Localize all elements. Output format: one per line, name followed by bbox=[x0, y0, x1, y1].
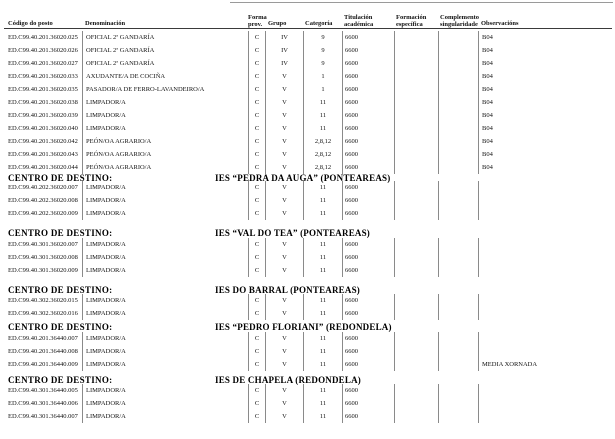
table-row bbox=[0, 238, 615, 251]
section-rows bbox=[0, 294, 615, 320]
cell-codigo: ED.C99.40.201.36020.027 bbox=[8, 60, 78, 67]
cell-complemento bbox=[438, 358, 478, 371]
cell-complemento bbox=[438, 44, 478, 57]
cell-codigo: ED.C99.40.301.36440.006 bbox=[8, 400, 78, 407]
cell-codigo: ED.C99.40.302.36020.015 bbox=[8, 297, 78, 304]
cell-denominacion: LIMPADOR/A bbox=[82, 109, 248, 122]
cell-codigo: ED.C99.40.202.36020.007 bbox=[8, 184, 78, 191]
cell-complemento bbox=[438, 109, 478, 122]
cell-categoria: 11 bbox=[303, 181, 342, 194]
cell-grupo: V bbox=[265, 122, 303, 135]
cell-observacions bbox=[478, 207, 614, 220]
cell-observacions: MEDIA XORNADA bbox=[478, 358, 614, 371]
cell-denominacion: LIMPADOR/A bbox=[82, 207, 248, 220]
cell-complemento bbox=[438, 384, 478, 397]
cell-observacions: B04 bbox=[478, 57, 614, 70]
cell-forma_prov: C bbox=[248, 384, 265, 397]
cell-titulacion: 6600 bbox=[342, 207, 394, 220]
cell-denominacion: LIMPADOR/A bbox=[82, 384, 248, 397]
table-row bbox=[0, 57, 615, 70]
cell-formacion bbox=[394, 307, 438, 320]
cell-observacions: B04 bbox=[478, 96, 614, 109]
cell-titulacion: 6600 bbox=[342, 345, 394, 358]
section-rows bbox=[0, 384, 615, 423]
cell-formacion bbox=[394, 122, 438, 135]
cell-denominacion: LIMPADOR/A bbox=[82, 345, 248, 358]
cell-complemento bbox=[438, 207, 478, 220]
cell-categoria: 11 bbox=[303, 397, 342, 410]
cell-complemento bbox=[438, 57, 478, 70]
cell-denominacion: AXUDANTE/A DE COCIÑA bbox=[82, 70, 248, 83]
cell-formacion bbox=[394, 194, 438, 207]
centro-name: IES “PEDRA DA AUGA” (PONTEAREAS) bbox=[215, 173, 391, 183]
cell-titulacion: 6600 bbox=[342, 109, 394, 122]
cell-forma_prov: C bbox=[248, 57, 265, 70]
cell-forma_prov: C bbox=[248, 410, 265, 423]
table-row bbox=[0, 70, 615, 83]
cell-complemento bbox=[438, 83, 478, 96]
cell-observacions bbox=[478, 251, 614, 264]
section-rows bbox=[0, 332, 615, 371]
cell-grupo: IV bbox=[265, 31, 303, 44]
cell-complemento bbox=[438, 410, 478, 423]
cell-titulacion: 6600 bbox=[342, 238, 394, 251]
cell-titulacion: 6600 bbox=[342, 135, 394, 148]
cell-grupo: V bbox=[265, 96, 303, 109]
cell-observacions: B04 bbox=[478, 109, 614, 122]
table-row bbox=[0, 397, 615, 410]
column-header-formacion: Formación específica bbox=[396, 14, 427, 28]
cell-codigo: ED.C99.40.301.36440.005 bbox=[8, 387, 78, 394]
cell-codigo: ED.C99.40.201.36440.008 bbox=[8, 348, 78, 355]
cell-categoria: 11 bbox=[303, 207, 342, 220]
table-row bbox=[0, 332, 615, 345]
cell-forma_prov: C bbox=[248, 332, 265, 345]
cell-denominacion: PEÓN/OA AGRARIO/A bbox=[82, 161, 248, 174]
cell-complemento bbox=[438, 397, 478, 410]
cell-categoria: 11 bbox=[303, 122, 342, 135]
cell-titulacion: 6600 bbox=[342, 264, 394, 277]
table-row bbox=[0, 44, 615, 57]
cell-forma_prov: C bbox=[248, 307, 265, 320]
table-row bbox=[0, 294, 615, 307]
cell-denominacion: LIMPADOR/A bbox=[82, 397, 248, 410]
cell-codigo: ED.C99.40.201.36020.026 bbox=[8, 47, 78, 54]
cell-titulacion: 6600 bbox=[342, 70, 394, 83]
cell-titulacion: 6600 bbox=[342, 83, 394, 96]
cell-forma_prov: C bbox=[248, 358, 265, 371]
cell-forma_prov: C bbox=[248, 207, 265, 220]
centro-label: CENTRO DE DESTINO: bbox=[8, 375, 113, 385]
column-header-titulacion: Titulación académica bbox=[344, 14, 374, 28]
cell-observacions: B04 bbox=[478, 44, 614, 57]
cell-grupo: V bbox=[265, 251, 303, 264]
cell-denominacion: LIMPADOR/A bbox=[82, 238, 248, 251]
cell-complemento bbox=[438, 251, 478, 264]
cell-denominacion: LIMPADOR/A bbox=[82, 264, 248, 277]
cell-formacion bbox=[394, 135, 438, 148]
cell-categoria: 11 bbox=[303, 96, 342, 109]
cell-formacion bbox=[394, 96, 438, 109]
centro-label: CENTRO DE DESTINO: bbox=[8, 285, 113, 295]
cell-grupo: V bbox=[265, 181, 303, 194]
cell-formacion bbox=[394, 31, 438, 44]
centro-label: CENTRO DE DESTINO: bbox=[8, 228, 113, 238]
table-row bbox=[0, 31, 615, 44]
cell-complemento bbox=[438, 307, 478, 320]
column-header-observacions: Observacións bbox=[481, 20, 519, 27]
cell-denominacion: LIMPADOR/A bbox=[82, 332, 248, 345]
cell-forma_prov: C bbox=[248, 109, 265, 122]
cell-categoria: 11 bbox=[303, 384, 342, 397]
cell-codigo: ED.C99.40.202.36020.008 bbox=[8, 197, 78, 204]
cell-grupo: IV bbox=[265, 44, 303, 57]
cell-formacion bbox=[394, 44, 438, 57]
cell-formacion bbox=[394, 384, 438, 397]
cell-denominacion: PASADOR/A DE FERRO-LAVANDEIRO/A bbox=[82, 83, 248, 96]
cell-titulacion: 6600 bbox=[342, 307, 394, 320]
cell-categoria: 11 bbox=[303, 264, 342, 277]
column-header-grupo: Grupo bbox=[268, 20, 287, 27]
cell-grupo: V bbox=[265, 70, 303, 83]
cell-denominacion: LIMPADOR/A bbox=[82, 307, 248, 320]
cell-codigo: ED.C99.40.201.36440.009 bbox=[8, 361, 78, 368]
cell-forma_prov: C bbox=[248, 135, 265, 148]
cell-formacion bbox=[394, 238, 438, 251]
table-row bbox=[0, 410, 615, 423]
cell-observacions bbox=[478, 397, 614, 410]
column-header-complemento: Complemento singularidade bbox=[440, 14, 479, 28]
cell-forma_prov: C bbox=[248, 70, 265, 83]
cell-categoria: 1 bbox=[303, 70, 342, 83]
section-rows bbox=[0, 31, 615, 174]
cell-observacions bbox=[478, 410, 614, 423]
cell-formacion bbox=[394, 83, 438, 96]
cell-forma_prov: C bbox=[248, 96, 265, 109]
cell-formacion bbox=[394, 397, 438, 410]
cell-complemento bbox=[438, 70, 478, 83]
cell-forma_prov: C bbox=[248, 238, 265, 251]
cell-codigo: ED.C99.40.302.36020.016 bbox=[8, 310, 78, 317]
cell-complemento bbox=[438, 122, 478, 135]
centro-label: CENTRO DE DESTINO: bbox=[8, 322, 113, 332]
cell-grupo: V bbox=[265, 83, 303, 96]
cell-codigo: ED.C99.40.201.36020.038 bbox=[8, 99, 78, 106]
cell-formacion bbox=[394, 70, 438, 83]
cell-titulacion: 6600 bbox=[342, 358, 394, 371]
cell-grupo: V bbox=[265, 397, 303, 410]
cell-categoria: 11 bbox=[303, 410, 342, 423]
cell-titulacion: 6600 bbox=[342, 251, 394, 264]
section-rows bbox=[0, 181, 615, 220]
cell-formacion bbox=[394, 109, 438, 122]
cell-observacions bbox=[478, 345, 614, 358]
centro-name: IES “VAL DO TEA” (PONTEAREAS) bbox=[215, 228, 371, 238]
cell-titulacion: 6600 bbox=[342, 384, 394, 397]
cell-codigo: ED.C99.40.201.36020.025 bbox=[8, 34, 78, 41]
table-row bbox=[0, 384, 615, 397]
cell-forma_prov: C bbox=[248, 397, 265, 410]
cell-observacions bbox=[478, 294, 614, 307]
cell-grupo: V bbox=[265, 238, 303, 251]
cell-titulacion: 6600 bbox=[342, 161, 394, 174]
cell-codigo: ED.C99.40.301.36440.007 bbox=[8, 413, 78, 420]
cell-categoria: 1 bbox=[303, 83, 342, 96]
cell-codigo: ED.C99.40.301.36020.009 bbox=[8, 267, 78, 274]
centro-name: IES DE CHAPELA (REDONDELA) bbox=[215, 375, 361, 385]
cell-titulacion: 6600 bbox=[342, 294, 394, 307]
table-row bbox=[0, 148, 615, 161]
cell-titulacion: 6600 bbox=[342, 194, 394, 207]
cell-formacion bbox=[394, 410, 438, 423]
cell-observacions: B04 bbox=[478, 83, 614, 96]
cell-grupo: V bbox=[265, 207, 303, 220]
table-row bbox=[0, 109, 615, 122]
cell-categoria: 11 bbox=[303, 238, 342, 251]
cell-observacions: B04 bbox=[478, 70, 614, 83]
cell-formacion bbox=[394, 148, 438, 161]
cell-categoria: 11 bbox=[303, 307, 342, 320]
table-row bbox=[0, 358, 615, 371]
cell-grupo: V bbox=[265, 109, 303, 122]
cell-grupo: V bbox=[265, 410, 303, 423]
column-header-categoria: Categoría bbox=[305, 20, 333, 27]
cell-denominacion: LIMPADOR/A bbox=[82, 251, 248, 264]
table-row bbox=[0, 307, 615, 320]
cell-observacions bbox=[478, 384, 614, 397]
cell-grupo: V bbox=[265, 384, 303, 397]
cell-formacion bbox=[394, 207, 438, 220]
cell-categoria: 11 bbox=[303, 294, 342, 307]
top-partial-rule bbox=[230, 2, 613, 3]
cell-codigo: ED.C99.40.201.36020.043 bbox=[8, 151, 78, 158]
cell-forma_prov: C bbox=[248, 83, 265, 96]
cell-grupo: V bbox=[265, 345, 303, 358]
cell-denominacion: LIMPADOR/A bbox=[82, 410, 248, 423]
cell-denominacion: PEÓN/OA AGRARIO/A bbox=[82, 148, 248, 161]
cell-grupo: V bbox=[265, 135, 303, 148]
cell-grupo: V bbox=[265, 148, 303, 161]
cell-grupo: V bbox=[265, 194, 303, 207]
cell-codigo: ED.C99.40.202.36020.009 bbox=[8, 210, 78, 217]
cell-codigo: ED.C99.40.201.36020.039 bbox=[8, 112, 78, 119]
cell-categoria: 2,8,12 bbox=[303, 148, 342, 161]
centro-name: IES “PEDRO FLORIANI” (REDONDELA) bbox=[215, 322, 392, 332]
cell-denominacion: OFICIAL 2ª GANDARÍA bbox=[82, 44, 248, 57]
cell-observacions bbox=[478, 181, 614, 194]
cell-categoria: 11 bbox=[303, 194, 342, 207]
cell-observacions: B04 bbox=[478, 135, 614, 148]
cell-complemento bbox=[438, 135, 478, 148]
column-header-forma-prov: Forma prov. bbox=[248, 14, 267, 28]
cell-categoria: 11 bbox=[303, 332, 342, 345]
cell-formacion bbox=[394, 294, 438, 307]
cell-categoria: 9 bbox=[303, 44, 342, 57]
cell-formacion bbox=[394, 264, 438, 277]
cell-codigo: ED.C99.40.201.36020.040 bbox=[8, 125, 78, 132]
cell-denominacion: OFICIAL 2ª GANDARÍA bbox=[82, 31, 248, 44]
cell-observacions bbox=[478, 238, 614, 251]
cell-codigo: ED.C99.40.301.36020.007 bbox=[8, 241, 78, 248]
cell-titulacion: 6600 bbox=[342, 44, 394, 57]
cell-forma_prov: C bbox=[248, 194, 265, 207]
cell-complemento bbox=[438, 345, 478, 358]
cell-grupo: V bbox=[265, 161, 303, 174]
cell-titulacion: 6600 bbox=[342, 148, 394, 161]
cell-forma_prov: C bbox=[248, 44, 265, 57]
cell-denominacion: OFICIAL 2ª GANDARÍA bbox=[82, 57, 248, 70]
cell-formacion bbox=[394, 345, 438, 358]
cell-titulacion: 6600 bbox=[342, 410, 394, 423]
column-header-denominacion: Denominación bbox=[85, 20, 126, 27]
cell-titulacion: 6600 bbox=[342, 181, 394, 194]
cell-denominacion: LIMPADOR/A bbox=[82, 358, 248, 371]
table-row bbox=[0, 251, 615, 264]
table-row bbox=[0, 345, 615, 358]
cell-complemento bbox=[438, 264, 478, 277]
centro-label: CENTRO DE DESTINO: bbox=[8, 173, 113, 183]
cell-formacion bbox=[394, 332, 438, 345]
cell-categoria: 9 bbox=[303, 57, 342, 70]
cell-complemento bbox=[438, 332, 478, 345]
cell-codigo: ED.C99.40.201.36020.042 bbox=[8, 138, 78, 145]
cell-categoria: 11 bbox=[303, 109, 342, 122]
cell-codigo: ED.C99.40.301.36020.008 bbox=[8, 254, 78, 261]
cell-titulacion: 6600 bbox=[342, 332, 394, 345]
cell-grupo: IV bbox=[265, 57, 303, 70]
cell-observacions bbox=[478, 264, 614, 277]
cell-formacion bbox=[394, 358, 438, 371]
cell-complemento bbox=[438, 194, 478, 207]
cell-forma_prov: C bbox=[248, 251, 265, 264]
cell-observacions: B04 bbox=[478, 31, 614, 44]
cell-forma_prov: C bbox=[248, 161, 265, 174]
cell-complemento bbox=[438, 294, 478, 307]
centro-name: IES DO BARRAL (PONTEAREAS) bbox=[215, 285, 360, 295]
cell-codigo: ED.C99.40.201.36440.007 bbox=[8, 335, 78, 342]
header-rule bbox=[4, 28, 612, 29]
cell-complemento bbox=[438, 96, 478, 109]
cell-grupo: V bbox=[265, 294, 303, 307]
cell-grupo: V bbox=[265, 332, 303, 345]
cell-categoria: 11 bbox=[303, 358, 342, 371]
cell-denominacion: LIMPADOR/A bbox=[82, 96, 248, 109]
cell-formacion bbox=[394, 181, 438, 194]
cell-titulacion: 6600 bbox=[342, 397, 394, 410]
cell-complemento bbox=[438, 31, 478, 44]
cell-denominacion: LIMPADOR/A bbox=[82, 181, 248, 194]
cell-observacions bbox=[478, 194, 614, 207]
cell-titulacion: 6600 bbox=[342, 96, 394, 109]
column-header-codigo: Código do posto bbox=[8, 20, 53, 27]
cell-categoria: 2,8,12 bbox=[303, 135, 342, 148]
cell-titulacion: 6600 bbox=[342, 31, 394, 44]
table-row bbox=[0, 264, 615, 277]
cell-grupo: V bbox=[265, 358, 303, 371]
cell-codigo: ED.C99.40.201.36020.035 bbox=[8, 86, 78, 93]
cell-observacions bbox=[478, 332, 614, 345]
cell-observacions: B04 bbox=[478, 148, 614, 161]
cell-categoria: 11 bbox=[303, 251, 342, 264]
table-row bbox=[0, 96, 615, 109]
cell-formacion bbox=[394, 57, 438, 70]
cell-forma_prov: C bbox=[248, 148, 265, 161]
cell-denominacion: LIMPADOR/A bbox=[82, 294, 248, 307]
cell-titulacion: 6600 bbox=[342, 122, 394, 135]
table-row bbox=[0, 122, 615, 135]
cell-complemento bbox=[438, 148, 478, 161]
section-rows bbox=[0, 238, 615, 277]
cell-observacions bbox=[478, 307, 614, 320]
cell-formacion bbox=[394, 251, 438, 264]
table-row bbox=[0, 181, 615, 194]
table-row bbox=[0, 135, 615, 148]
table-row bbox=[0, 194, 615, 207]
table-row bbox=[0, 207, 615, 220]
cell-forma_prov: C bbox=[248, 122, 265, 135]
cell-complemento bbox=[438, 181, 478, 194]
cell-codigo: ED.C99.40.201.36020.033 bbox=[8, 73, 78, 80]
cell-denominacion: LIMPADOR/A bbox=[82, 122, 248, 135]
table-row bbox=[0, 83, 615, 96]
cell-categoria: 2,8,12 bbox=[303, 161, 342, 174]
cell-categoria: 9 bbox=[303, 31, 342, 44]
cell-complemento bbox=[438, 238, 478, 251]
cell-forma_prov: C bbox=[248, 264, 265, 277]
cell-forma_prov: C bbox=[248, 345, 265, 358]
cell-forma_prov: C bbox=[248, 181, 265, 194]
cell-grupo: V bbox=[265, 307, 303, 320]
cell-denominacion: LIMPADOR/A bbox=[82, 194, 248, 207]
cell-codigo: ED.C99.40.201.36020.044 bbox=[8, 164, 78, 171]
cell-grupo: V bbox=[265, 264, 303, 277]
cell-observacions: B04 bbox=[478, 161, 614, 174]
cell-categoria: 11 bbox=[303, 345, 342, 358]
cell-observacions: B04 bbox=[478, 122, 614, 135]
cell-forma_prov: C bbox=[248, 294, 265, 307]
cell-forma_prov: C bbox=[248, 31, 265, 44]
cell-denominacion: PEÓN/OA AGRARIO/A bbox=[82, 135, 248, 148]
cell-titulacion: 6600 bbox=[342, 57, 394, 70]
